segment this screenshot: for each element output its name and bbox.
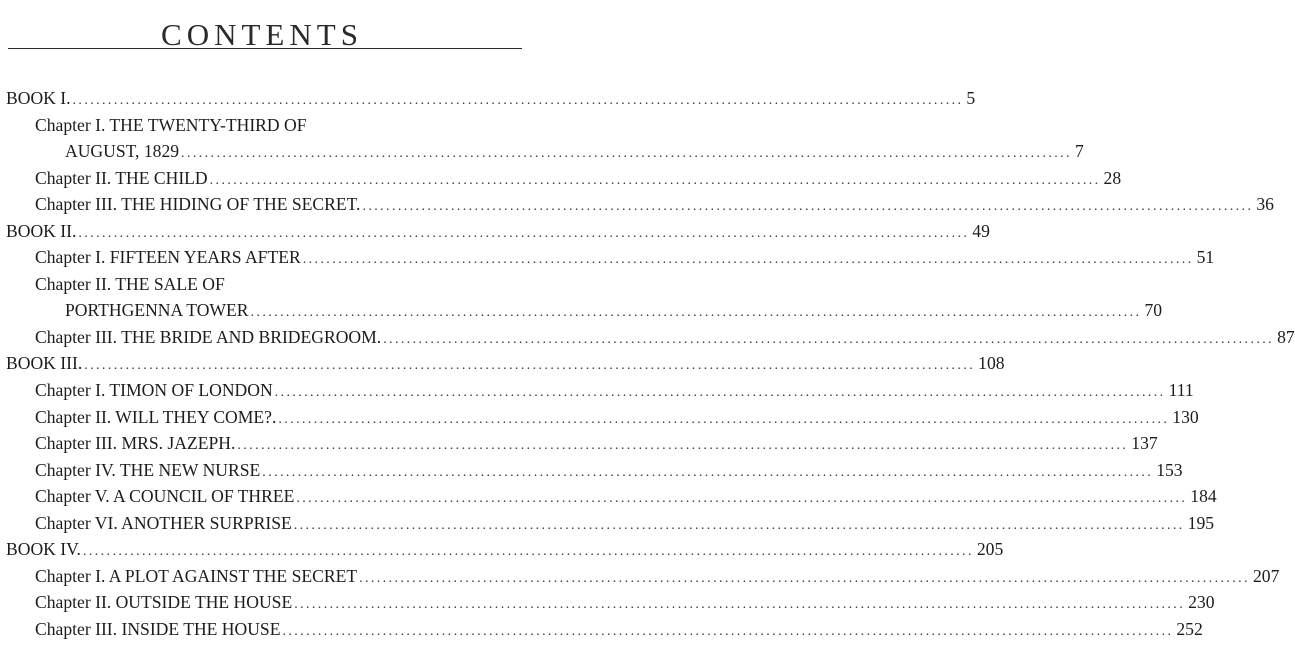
- toc-line: [0, 112, 524, 139]
- toc-chapter-entry[interactable]: [0, 244, 1215, 271]
- entry-title-continuation: AUGUST, 1829: [65, 141, 180, 162]
- toc-line-continuation: [0, 138, 1084, 165]
- entry-title: Chapter I. FIFTEEN YEARS AFTER: [35, 247, 301, 268]
- entry-title-continuation: PORTHGENNA TOWER: [65, 300, 249, 321]
- page-number: 49: [972, 220, 990, 241]
- toc-book-entry[interactable]: [0, 350, 1005, 377]
- page-number: 7: [1074, 141, 1084, 162]
- toc-line: [0, 350, 1005, 377]
- toc-line: [0, 244, 1215, 271]
- toc-line: [0, 457, 1183, 484]
- toc-line: [0, 589, 1215, 616]
- entry-title: Chapter I. TIMON OF LONDON: [35, 380, 273, 401]
- toc-line: [0, 218, 990, 245]
- page-number: 153: [1156, 459, 1183, 480]
- toc-chapter-entry[interactable]: [0, 165, 1122, 192]
- entry-title: BOOK III.: [6, 353, 83, 374]
- entry-title: Chapter VI. ANOTHER SURPRISE: [35, 512, 292, 533]
- page-title: CONTENTS: [161, 16, 363, 52]
- entry-title: Chapter II. THE CHILD: [35, 167, 208, 188]
- toc-chapter-entry[interactable]: [0, 112, 1084, 165]
- dot-leader: .......................................................................................................................................................: [359, 570, 1250, 586]
- dot-leader: .......................................................................................................................................................: [278, 411, 1170, 427]
- toc-chapter-entry[interactable]: [0, 191, 1274, 218]
- dot-leader: .......................................................................................................................................................: [78, 225, 970, 241]
- toc-line-continuation: [0, 297, 1163, 324]
- toc-line: [0, 616, 1203, 643]
- page-number: 111: [1168, 380, 1194, 401]
- page-number: 195: [1187, 512, 1215, 533]
- page-number: 51: [1196, 247, 1215, 268]
- toc-chapter-entry[interactable]: [0, 483, 1217, 510]
- entry-title: BOOK I.: [6, 88, 71, 108]
- entry-title: Chapter III. THE BRIDE AND BRIDEGROOM.: [35, 326, 382, 347]
- toc-chapter-entry[interactable]: [0, 377, 1194, 404]
- page-number: 230: [1188, 592, 1215, 613]
- table-of-contents: [0, 85, 1295, 642]
- toc-chapter-entry[interactable]: [0, 324, 1295, 351]
- entry-title: Chapter III. MRS. JAZEPH.: [35, 433, 236, 454]
- dot-leader: .......................................................................................................................................................: [181, 146, 1072, 162]
- page-number: 205: [976, 539, 1004, 560]
- toc-line: [0, 536, 1004, 563]
- page-number: 108: [978, 353, 1005, 374]
- entry-title: Chapter III. INSIDE THE HOUSE: [35, 618, 281, 639]
- page-number: 5: [966, 88, 976, 108]
- entry-title: Chapter IV. THE NEW NURSE: [35, 459, 261, 480]
- toc-book-entry[interactable]: [0, 536, 1004, 563]
- toc-line: [0, 324, 1295, 351]
- toc-chapter-entry[interactable]: [0, 271, 1163, 324]
- page-number: 130: [1172, 406, 1199, 427]
- page-number: 28: [1103, 167, 1122, 188]
- page-number: 184: [1190, 486, 1217, 507]
- page-number: 87: [1277, 326, 1295, 347]
- toc-chapter-entry[interactable]: [0, 404, 1199, 431]
- toc-line: [0, 271, 524, 298]
- toc-line: [0, 483, 1217, 510]
- entry-title: Chapter I. THE TWENTY-THIRD OF: [35, 114, 307, 135]
- dot-leader: .......................................................................................................................................................: [383, 331, 1275, 347]
- entry-title: Chapter II. OUTSIDE THE HOUSE: [35, 592, 293, 613]
- toc-line: [0, 165, 1122, 192]
- entry-title: Chapter V. A COUNCIL OF THREE: [35, 486, 295, 507]
- page-number: 36: [1256, 194, 1274, 215]
- dot-leader: .......................................................................................................................................................: [262, 464, 1154, 480]
- toc-book-entry[interactable]: [0, 85, 976, 112]
- dot-leader: .......................................................................................................................................................: [296, 491, 1188, 507]
- dot-leader: .......................................................................................................................................................: [302, 252, 1194, 268]
- toc-book-entry[interactable]: [0, 218, 990, 245]
- toc-chapter-entry[interactable]: [0, 457, 1183, 484]
- toc-line: [0, 377, 1194, 404]
- toc-line: [0, 510, 1215, 537]
- page-number: 252: [1176, 618, 1203, 639]
- dot-leader: .......................................................................................................................................................: [294, 597, 1186, 613]
- dot-leader: .......................................................................................................................................................: [84, 358, 976, 374]
- title-divider: [8, 48, 522, 49]
- entry-title: BOOK IV.: [6, 539, 81, 560]
- page-number: 70: [1144, 300, 1163, 321]
- toc-line: [0, 85, 976, 112]
- page-number: 137: [1131, 433, 1158, 454]
- dot-leader: .......................................................................................................................................................: [362, 199, 1254, 215]
- dot-leader: .......................................................................................................................................................: [209, 172, 1101, 188]
- toc-chapter-entry[interactable]: [0, 510, 1215, 537]
- entry-title: Chapter II. THE SALE OF: [35, 273, 225, 294]
- toc-chapter-entry[interactable]: [0, 589, 1215, 616]
- dot-leader: .......................................................................................................................................................: [250, 305, 1142, 321]
- dot-leader: .......................................................................................................................................................: [72, 93, 964, 108]
- dot-leader: .......................................................................................................................................................: [237, 438, 1129, 454]
- toc-chapter-entry[interactable]: [0, 616, 1203, 643]
- toc-line: [0, 430, 1158, 457]
- entry-title: Chapter I. A PLOT AGAINST THE SECRET: [35, 565, 358, 586]
- toc-line: [0, 404, 1199, 431]
- entry-title: Chapter II. WILL THEY COME?.: [35, 406, 277, 427]
- entry-title: Chapter III. THE HIDING OF THE SECRET.: [35, 194, 361, 215]
- toc-chapter-entry[interactable]: [0, 430, 1158, 457]
- page-number: 207: [1252, 565, 1280, 586]
- toc-chapter-entry[interactable]: [0, 563, 1280, 590]
- entry-title: BOOK II.: [6, 220, 77, 241]
- toc-line: [0, 191, 1274, 218]
- dot-leader: .......................................................................................................................................................: [82, 544, 974, 560]
- dot-leader: .......................................................................................................................................................: [282, 623, 1174, 639]
- dot-leader: .......................................................................................................................................................: [274, 385, 1166, 401]
- dot-leader: .......................................................................................................................................................: [293, 517, 1185, 533]
- toc-line: [0, 563, 1280, 590]
